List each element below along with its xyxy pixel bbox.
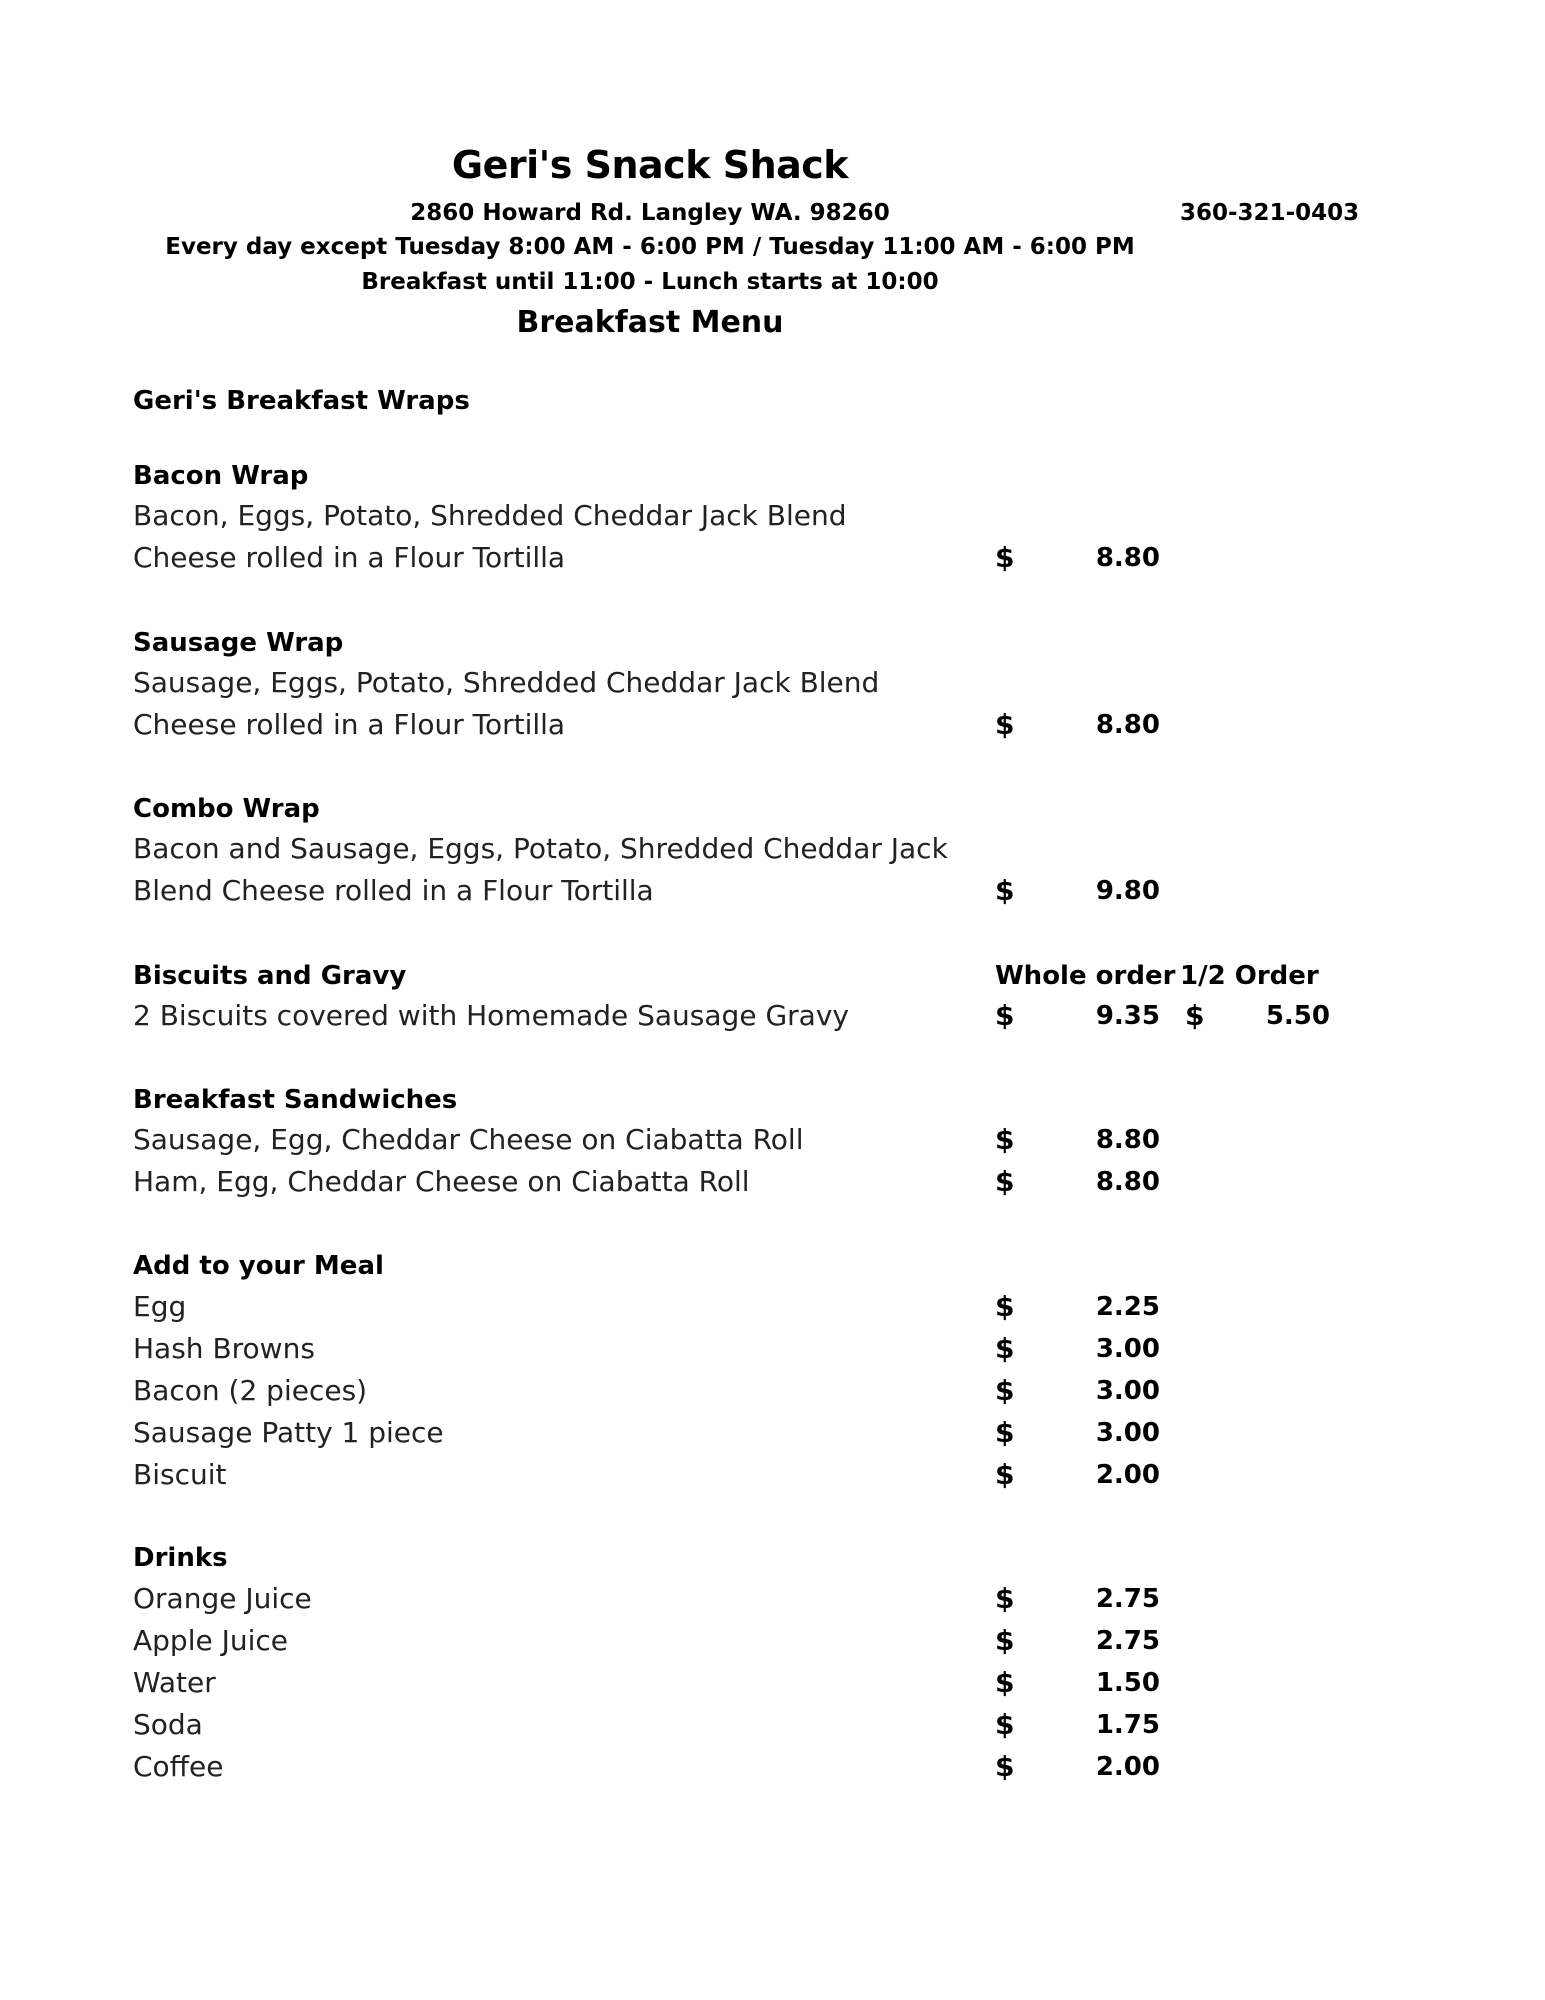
opening-hours: Every day except Tuesday 8:00 AM - 6:00 PM / Tuesday 11:00 AM - 6:00 PM xyxy=(165,234,1135,260)
drink-item: Orange Juice xyxy=(133,1582,312,1615)
currency-symbol: $ xyxy=(995,708,1015,741)
currency-symbol: $ xyxy=(995,999,1015,1032)
sausage-wrap-name: Sausage Wrap xyxy=(133,628,344,658)
currency-symbol: $ xyxy=(995,1750,1015,1783)
bacon-wrap-desc-line2: Cheese rolled in a Flour Tortilla xyxy=(133,541,566,574)
currency-symbol: $ xyxy=(995,1290,1015,1323)
combo-wrap-desc-line1: Bacon and Sausage, Eggs, Potato, Shredded Cheddar Jack xyxy=(133,832,948,865)
addon-price: 3.00 xyxy=(1095,1418,1160,1448)
addon-price: 2.00 xyxy=(1095,1460,1160,1490)
bacon-wrap-price: 8.80 xyxy=(1095,543,1160,573)
addon-item: Egg xyxy=(133,1290,187,1323)
drink-price: 2.75 xyxy=(1095,1584,1160,1614)
drinks-heading: Drinks xyxy=(133,1543,228,1573)
addon-price: 2.25 xyxy=(1095,1292,1160,1322)
drink-price: 1.50 xyxy=(1095,1668,1160,1698)
sandwiches-heading: Breakfast Sandwiches xyxy=(133,1085,458,1115)
whole-order-column-header: Whole order xyxy=(995,961,1176,991)
bacon-wrap-name: Bacon Wrap xyxy=(133,461,309,491)
drink-item: Soda xyxy=(133,1708,203,1741)
sandwich-price: 8.80 xyxy=(1095,1167,1160,1197)
currency-symbol: $ xyxy=(995,1123,1015,1156)
biscuits-whole-price: 9.35 xyxy=(1095,1001,1160,1031)
addon-item: Bacon (2 pieces) xyxy=(133,1374,368,1407)
combo-wrap-price: 9.80 xyxy=(1095,876,1160,906)
currency-symbol: $ xyxy=(995,1666,1015,1699)
phone-number: 360-321-0403 xyxy=(1180,200,1360,226)
currency-symbol: $ xyxy=(995,1165,1015,1198)
bacon-wrap-desc-line1: Bacon, Eggs, Potato, Shredded Cheddar Jack Blend xyxy=(133,499,847,532)
drink-price: 2.00 xyxy=(1095,1752,1160,1782)
breakfast-note: Breakfast until 11:00 - Lunch starts at 10:00 xyxy=(361,269,939,295)
drink-item: Apple Juice xyxy=(133,1624,289,1657)
restaurant-title: Geri's Snack Shack xyxy=(451,143,849,187)
drink-price: 1.75 xyxy=(1095,1710,1160,1740)
menu-title: Breakfast Menu xyxy=(516,305,784,340)
drink-item: Water xyxy=(133,1666,216,1699)
currency-symbol: $ xyxy=(995,1374,1015,1407)
sausage-wrap-desc-line2: Cheese rolled in a Flour Tortilla xyxy=(133,708,566,741)
addons-heading: Add to your Meal xyxy=(133,1251,384,1281)
currency-symbol: $ xyxy=(995,1708,1015,1741)
sausage-wrap-desc-line1: Sausage, Eggs, Potato, Shredded Cheddar Jack Blend xyxy=(133,666,880,699)
currency-symbol: $ xyxy=(995,1458,1015,1491)
combo-wrap-desc-line2: Blend Cheese rolled in a Flour Tortilla xyxy=(133,874,654,907)
biscuits-heading: Biscuits and Gravy xyxy=(133,961,407,991)
wraps-heading: Geri's Breakfast Wraps xyxy=(133,386,470,416)
addon-item: Hash Browns xyxy=(133,1332,315,1365)
addon-item: Biscuit xyxy=(133,1458,227,1491)
biscuits-description: 2 Biscuits covered with Homemade Sausage Gravy xyxy=(133,999,849,1032)
currency-symbol: $ xyxy=(995,1416,1015,1449)
currency-symbol: $ xyxy=(995,1332,1015,1365)
currency-symbol: $ xyxy=(1185,999,1205,1032)
drink-price: 2.75 xyxy=(1095,1626,1160,1656)
sandwich-price: 8.80 xyxy=(1095,1125,1160,1155)
half-order-column-header: 1/2 Order xyxy=(1180,961,1319,991)
sandwich-item: Sausage, Egg, Cheddar Cheese on Ciabatta Roll xyxy=(133,1123,804,1156)
sausage-wrap-price: 8.80 xyxy=(1095,710,1160,740)
currency-symbol: $ xyxy=(995,1624,1015,1657)
addon-price: 3.00 xyxy=(1095,1376,1160,1406)
addon-price: 3.00 xyxy=(1095,1334,1160,1364)
address: 2860 Howard Rd. Langley WA. 98260 xyxy=(410,200,890,226)
currency-symbol: $ xyxy=(995,874,1015,907)
combo-wrap-name: Combo Wrap xyxy=(133,794,320,824)
biscuits-half-price: 5.50 xyxy=(1265,1001,1330,1031)
currency-symbol: $ xyxy=(995,1582,1015,1615)
addon-item: Sausage Patty 1 piece xyxy=(133,1416,444,1449)
currency-symbol: $ xyxy=(995,541,1015,574)
sandwich-item: Ham, Egg, Cheddar Cheese on Ciabatta Roll xyxy=(133,1165,750,1198)
drink-item: Coffee xyxy=(133,1750,224,1783)
